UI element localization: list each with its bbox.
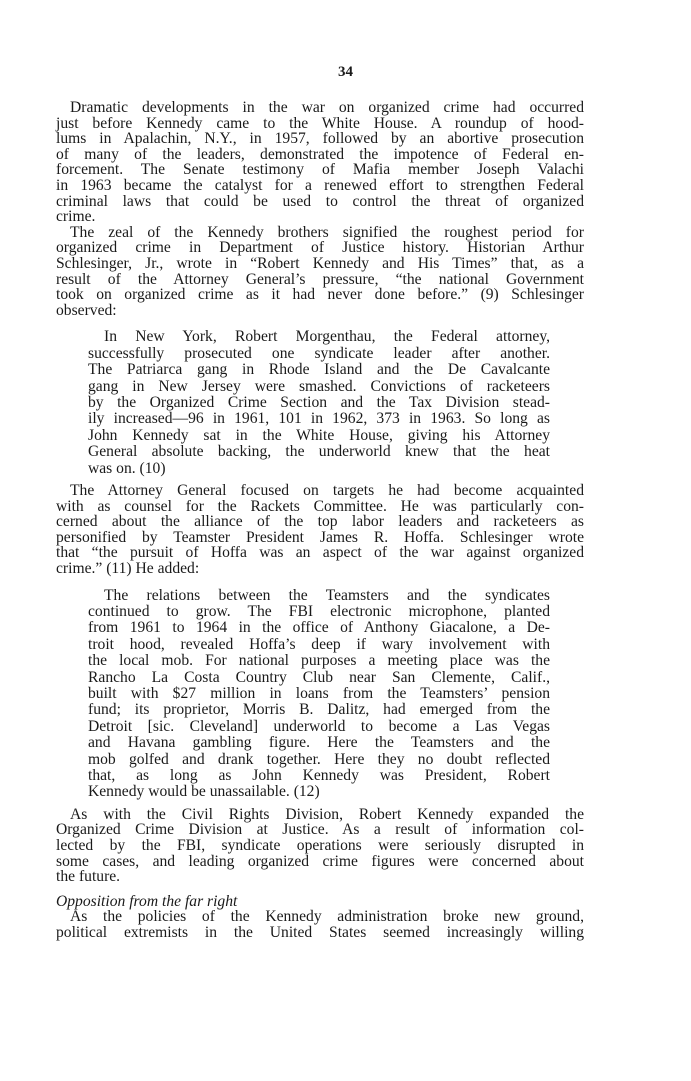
text-line: by the Organized Crime Section and the Tax Division stead- — [88, 393, 550, 411]
text-line: took on organized crime as it had never done before.” (9) Schlesinger — [56, 286, 584, 304]
paragraph-organized-crime-background — [56, 100, 584, 225]
text-line: The Patriarca gang in Rhode Island and the De Cavalcante — [88, 361, 550, 379]
text-line: Detroit [sic. Cleveland] underworld to become a Las Vegas — [88, 717, 550, 735]
text-line: built with $27 million in loans from the Teamsters’ pension — [88, 684, 550, 702]
section-heading: Opposition from the far right — [56, 892, 238, 910]
text-line: Organized Crime Division at Justice. As a result of information col- — [56, 821, 584, 839]
block-quote-text — [88, 329, 550, 477]
block-quote-text — [88, 588, 550, 801]
text-line: lected by the FBI, syndicate operations were seriously disrupted in — [56, 837, 584, 854]
text-line: that, as long as John Kennedy was President, Robert — [88, 767, 550, 784]
block-quote-schlesinger-1 — [56, 329, 584, 477]
text-line: Rancho La Costa Country Club near San Clemente, Calif., — [88, 668, 550, 686]
text-line: Schlesinger, Jr., wrote in “Robert Kennedy and His Times” that, as a — [56, 254, 584, 272]
text-line: criminal laws that could be used to control the threat of organized — [56, 192, 584, 210]
text-line: result of the Attorney General’s pressure, “the national Government — [56, 270, 584, 288]
text-line: gang in New Jersey were smashed. Convictions of racketeers — [88, 377, 550, 395]
text-line: In New York, Robert Morgenthau, the Federal attorney, — [104, 328, 550, 346]
text-line: from 1961 to 1964 in the office of Anthony Giacalone, a De- — [88, 619, 550, 637]
text-line: The zeal of the Kennedy brothers signified the roughest period for — [70, 223, 584, 241]
text-line: Dramatic developments in the war on organized crime had occurred — [70, 99, 584, 116]
text-line: the local mob. For national purposes a meeting place was the — [88, 652, 550, 670]
text-line: organized crime in Department of Justice history. Historian Arthur — [56, 239, 584, 257]
text-line: Kennedy would be unassailable. (12) — [88, 783, 320, 801]
text-line: ily increased—96 in 1961, 101 in 1962, 373 in 1963. So long as — [88, 410, 550, 428]
paragraph-kennedy-zeal — [56, 225, 584, 319]
text-line: General absolute backing, the underworld knew that the heat — [88, 443, 550, 461]
text-column — [56, 100, 584, 941]
text-line: cerned about the alliance of the top labor leaders and racketeers as — [56, 513, 584, 531]
text-line: The Attorney General focused on targets he had become acquainted — [70, 481, 584, 499]
text-line: continued to grow. The FBI electronic microphone, planted — [88, 602, 550, 620]
text-line: crime. — [56, 208, 96, 226]
text-line: some cases, and leading organized crime figures were concerned about — [56, 852, 584, 870]
text-line: As with the Civil Rights Division, Robert Kennedy expanded the — [70, 805, 584, 823]
paragraph-far-right-opposition — [56, 909, 584, 940]
text-line: with as counsel for the Rackets Committee. He was particularly con- — [56, 497, 584, 515]
text-line: As the policies of the Kennedy administration broke new ground, — [70, 908, 584, 926]
text-line: lums in Apalachin, N.Y., in 1957, followed by an abortive prosecution — [56, 130, 584, 148]
text-line: just before Kennedy came to the White House. A roundup of hood- — [56, 114, 584, 132]
text-line: personified by Teamster President James R. Hoffa. Schlesinger wrote — [56, 528, 584, 546]
paragraph-hoffa-focus — [56, 483, 584, 577]
text-line: successfully prosecuted one syndicate leader after another. — [88, 344, 550, 362]
text-line: that “the pursuit of Hoffa was an aspect of the war against organized — [56, 544, 584, 562]
text-line: crime.” (11) He added: — [56, 559, 200, 577]
text-line: fund; its proprietor, Morris B. Dalitz, had emerged from the — [88, 701, 550, 719]
text-line: forcement. The Senate testimony of Mafia member Joseph Valachi — [56, 161, 584, 179]
text-line: in 1963 became the catalyst for a renewed effort to strengthen Federal — [56, 176, 584, 194]
text-line: and Havana gambling figure. Here the Teamsters and the — [88, 734, 550, 752]
text-line: was on. (10) — [88, 459, 166, 477]
text-line: John Kennedy sat in the White House, giving his Attorney — [88, 426, 550, 444]
text-line: The relations between the Teamsters and the syndicates — [104, 586, 550, 604]
text-line: the future. — [56, 868, 121, 886]
text-line: political extremists in the United States seemed increasingly willing — [56, 923, 584, 941]
text-line: mob golfed and drank together. Here they no doubt reflected — [88, 750, 550, 768]
block-quote-schlesinger-2 — [56, 588, 584, 801]
text-line: observed: — [56, 301, 117, 319]
text-line: troit hood, revealed Hoffa’s deep if wary involvement with — [88, 635, 550, 653]
text-line: of many of the leaders, demonstrated the impotence of Federal en- — [56, 145, 584, 163]
page-number: 34 — [338, 64, 353, 80]
paragraph-organized-crime-division — [56, 807, 584, 885]
